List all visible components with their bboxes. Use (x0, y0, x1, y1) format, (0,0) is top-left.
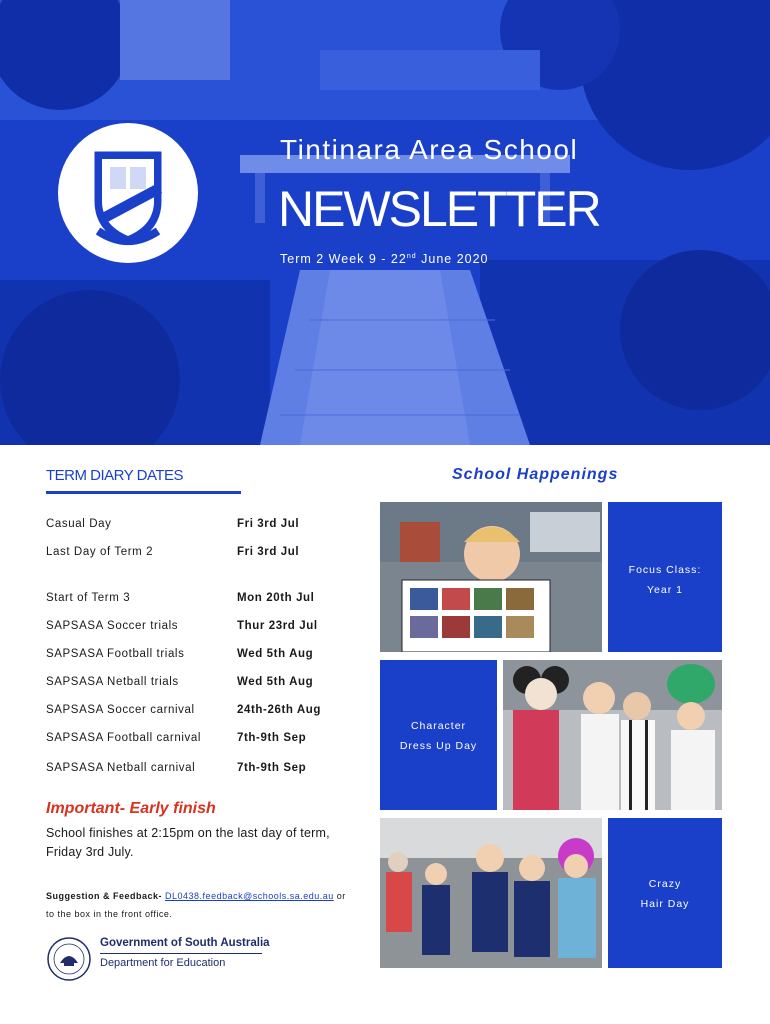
diary-event: SAPSASA Football trials (46, 648, 185, 660)
diary-row (46, 546, 346, 562)
crazy-hair-photo (380, 818, 602, 968)
diary-row (46, 592, 346, 608)
focus-class-caption (608, 502, 722, 652)
feedback-suffix: or to the box in the front office. (46, 891, 346, 919)
issue-date-suffix: June 2020 (416, 252, 489, 266)
school-name: Tintinara Area School (280, 134, 579, 165)
dress-up-caption-line2: Dress Up Day (399, 740, 478, 752)
feedback-label: Suggestion & Feedback- (46, 891, 166, 901)
diary-event: SAPSASA Soccer carnival (46, 704, 195, 716)
diary-row (46, 762, 346, 778)
diary-event: Start of Term 3 (46, 592, 131, 604)
diary-event: SAPSASA Netball trials (46, 676, 179, 688)
gov-name: Government of South Australia (100, 937, 270, 949)
diary-row (46, 704, 346, 720)
diary-row (46, 732, 346, 748)
focus-class-caption-line1: Focus Class: (628, 564, 702, 576)
diary-date: Fri 3rd Jul (237, 518, 300, 530)
newsletter-title: NEWSLETTER (278, 181, 600, 237)
important-heading: Important- Early finish (46, 800, 216, 817)
diary-event: SAPSASA Netball carnival (46, 762, 196, 774)
diary-date: Thur 23rd Jul (237, 620, 318, 632)
diary-event: Last Day of Term 2 (46, 546, 154, 558)
dress-up-caption-line1: Character (410, 720, 467, 732)
diary-event: SAPSASA Football carnival (46, 732, 201, 744)
issue-date (280, 252, 489, 266)
gov-divider (100, 953, 262, 954)
happenings-heading: School Happenings (452, 466, 619, 483)
diary-date: Wed 5th Aug (237, 676, 314, 688)
diary-event: SAPSASA Soccer trials (46, 620, 179, 632)
diary-row (46, 676, 346, 692)
crazy-hair-caption (608, 818, 722, 968)
crazy-hair-caption-line2: Hair Day (640, 898, 690, 910)
issue-date-sup: nd (406, 252, 417, 260)
focus-class-photo (380, 502, 602, 652)
school-crest-icon (58, 123, 198, 263)
diary-date: 24th-26th Aug (237, 704, 322, 716)
crazy-hair-caption-line1: Crazy (648, 878, 682, 890)
diary-date: Mon 20th Jul (237, 592, 315, 604)
feedback-email-link[interactable]: DL0438.feedback@schools.sa.edu.au (165, 891, 334, 901)
dress-up-photo (503, 660, 722, 810)
school-logo (58, 123, 198, 263)
diary-row (46, 518, 346, 534)
issue-date-prefix: Term 2 Week 9 - 22 (280, 252, 407, 266)
diary-date: Fri 3rd Jul (237, 546, 300, 558)
diary-event: Casual Day (46, 518, 112, 530)
diary-heading: TERM DIARY DATES (46, 467, 184, 484)
diary-row (46, 648, 346, 664)
gov-department: Department for Education (100, 957, 226, 969)
diary-date: 7th-9th Sep (237, 732, 307, 744)
diary-row (46, 620, 346, 636)
diary-date: Wed 5th Aug (237, 648, 314, 660)
diary-heading-underline (46, 491, 241, 494)
important-text: School finishes at 2:15pm on the last day of term, Friday 3rd July. (46, 826, 330, 859)
focus-class-caption-line2: Year 1 (647, 584, 683, 596)
dress-up-caption (380, 660, 497, 810)
feedback-note (46, 887, 346, 923)
diary-date: 7th-9th Sep (237, 762, 307, 774)
hero-banner (0, 0, 770, 445)
